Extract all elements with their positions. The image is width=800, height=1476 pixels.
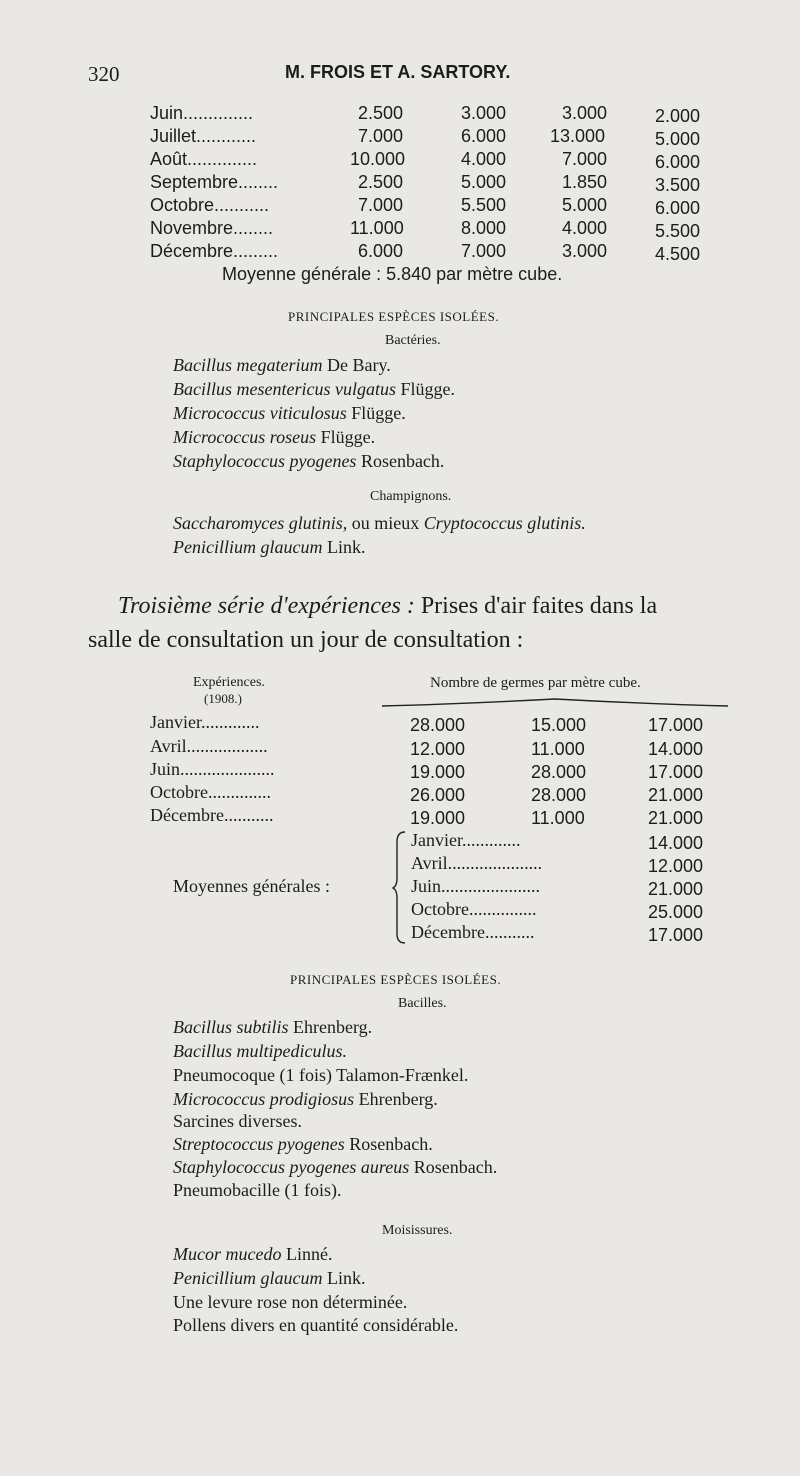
species-name: Penicillium glaucum [173, 537, 323, 557]
table1-cell: 3.000 [461, 103, 507, 123]
table2-cell: 19.000 [410, 762, 466, 782]
average-month: Janvier............. [411, 830, 521, 850]
table2-cell: 28.000 [531, 762, 587, 782]
table1-cell: 5.500 [461, 195, 507, 215]
species-name: Micrococcus roseus [173, 427, 317, 447]
species-line [173, 355, 391, 376]
species-line [173, 1017, 372, 1038]
species-line [173, 1111, 302, 1132]
table1-cell: 10.000 [350, 149, 406, 169]
table2-cell: 19.000 [410, 808, 466, 828]
species-name: Micrococcus viticulosus [173, 403, 347, 423]
brace [392, 830, 408, 945]
table1-cell: 1.850 [562, 172, 608, 192]
species-line [173, 1157, 497, 1178]
species-author: Rosenbach. [356, 451, 445, 471]
species-author: Ehrenberg. [354, 1089, 438, 1109]
species-name: Bacillus subtilis [173, 1017, 289, 1037]
species-author: Rosenbach. [344, 1134, 433, 1154]
average-month: Décembre........... [411, 922, 535, 942]
col-header-germs: Nombre de germes par mètre cube. [430, 675, 641, 691]
average-value: 25.000 [648, 902, 704, 922]
species-line [173, 427, 375, 448]
table2-row-month: Juin..................... [150, 759, 275, 779]
page-number: 320 [88, 62, 120, 86]
species-author: Sarcines diverses. [173, 1111, 302, 1131]
table1-cell: 6.000 [655, 198, 701, 218]
table2-cell: 28.000 [410, 715, 466, 735]
species-author: Pneumobacille (1 fois). [173, 1180, 342, 1200]
series-title-rest: Prises d'air faites dans la [414, 593, 658, 619]
table1-row-month: Décembre......... [150, 241, 279, 261]
species-line [173, 537, 365, 558]
table1-row-month: Septembre........ [150, 172, 279, 192]
averages-label: Moyennes générales : [173, 876, 330, 896]
species-line [173, 1315, 458, 1336]
species-line [173, 379, 455, 400]
table1-row-month: Août.............. [150, 149, 258, 169]
table1-average: Moyenne générale : 5.840 par mètre cube. [222, 264, 563, 284]
table2-cell: 21.000 [648, 785, 704, 805]
table1-row-month: Octobre........... [150, 195, 270, 215]
species-author: Flügge. [316, 427, 376, 447]
species-name: Mucor mucedo [173, 1244, 282, 1264]
species-author: Linné. [281, 1244, 333, 1264]
species-author: Ehrenberg. [288, 1017, 373, 1037]
table2-row-month: Janvier............. [150, 712, 260, 732]
subheading-bacilli: Bacilles. [398, 996, 447, 1011]
subheading-molds: Moisissures. [382, 1223, 453, 1238]
col-header-experiences: Expériences. [193, 675, 265, 690]
average-month: Avril..................... [411, 853, 543, 873]
table1-cell: 7.000 [461, 241, 507, 261]
table1-cell: 2.500 [358, 103, 404, 123]
series-title-italic: Troisième série d'expériences : [118, 593, 415, 619]
section-heading: PRINCIPALES ESPÈCES ISOLÉES. [288, 309, 500, 324]
species-name: Bacillus multipediculus. [173, 1041, 347, 1061]
subheading-bacteria: Bactéries. [385, 333, 441, 348]
col-header-year: (1908.) [204, 691, 242, 706]
table1-cell: 11.000 [350, 218, 404, 238]
species-author: Une levure rose non déterminée. [173, 1292, 408, 1312]
table2-cell: 28.000 [531, 785, 587, 805]
species-line [173, 1041, 347, 1062]
table2-cell: 15.000 [531, 715, 587, 735]
species-author: Pneumocoque (1 fois) Talamon-Frænkel. [173, 1065, 469, 1085]
table1-cell: 13.000 [550, 126, 606, 146]
table1-cell: 6.000 [655, 152, 701, 172]
species-name: Streptococcus pyogenes [173, 1134, 345, 1154]
table2-cell: 17.000 [648, 762, 704, 782]
subheading-fungi: Champignons. [370, 489, 452, 504]
species-line [173, 513, 586, 534]
species-line [173, 1134, 433, 1155]
average-value: 17.000 [648, 925, 704, 945]
table1-row-month: Juin.............. [150, 103, 254, 123]
table2-row-month: Avril.................. [150, 736, 268, 756]
species-line [173, 1180, 341, 1201]
species-name: Cryptococcus glutinis. [423, 513, 586, 533]
table2-cell: 14.000 [648, 739, 704, 759]
table1-cell: 3.500 [655, 175, 701, 195]
table1-cell: 4.000 [461, 149, 507, 169]
table2-cell: 11.000 [531, 739, 585, 759]
species-name: Staphylococcus pyogenes [173, 451, 357, 471]
table1-cell: 5.000 [655, 129, 701, 149]
table1-cell: 3.000 [562, 103, 608, 123]
table1-cell: 7.000 [562, 149, 608, 169]
species-name: Staphylococcus pyogenes aureus [173, 1157, 410, 1177]
section-heading: PRINCIPALES ESPÈCES ISOLÉES. [290, 972, 502, 987]
table1-row-month: Juillet............ [150, 126, 257, 146]
average-month: Juin...................... [411, 876, 541, 896]
species-line [173, 1089, 438, 1110]
table2-row-month: Décembre........... [150, 805, 274, 825]
species-author: Flügge. [346, 403, 406, 423]
average-month: Octobre............... [411, 899, 537, 919]
table1-cell: 6.000 [358, 241, 404, 261]
species-name: Bacillus mesentericus vulgatus [173, 379, 396, 399]
species-author: Link. [322, 1268, 366, 1288]
table1-cell: 5.000 [461, 172, 507, 192]
table1-cell: 2.000 [655, 106, 701, 126]
table1-cell: 6.000 [461, 126, 507, 146]
species-author: De Bary. [322, 355, 391, 375]
species-name: Penicillium glaucum [173, 1268, 323, 1288]
table2-cell: 12.000 [410, 739, 466, 759]
table1-cell: 8.000 [461, 218, 507, 238]
table1-cell: 5.000 [562, 195, 608, 215]
table2-cell: 21.000 [648, 808, 704, 828]
table1-cell: 5.500 [655, 221, 701, 241]
table1-cell: 7.000 [358, 126, 404, 146]
table1-cell: 3.000 [562, 241, 608, 261]
table1-cell: 4.500 [655, 244, 701, 264]
table2-row-month: Octobre.............. [150, 782, 271, 802]
species-connector: ou mieux [347, 513, 424, 533]
running-title: M. FROIS ET A. SARTORY. [285, 62, 511, 82]
species-author: Rosenbach. [409, 1157, 498, 1177]
header-rule [380, 696, 730, 710]
table2-cell: 17.000 [648, 715, 704, 735]
average-value: 14.000 [648, 833, 704, 853]
average-value: 12.000 [648, 856, 704, 876]
species-author: Flügge. [395, 379, 455, 399]
species-line [173, 1268, 365, 1289]
series-title [118, 593, 657, 620]
species-line [173, 1244, 332, 1265]
species-author: Link. [322, 537, 366, 557]
table2-cell: 11.000 [531, 808, 585, 828]
species-name: Micrococcus prodigiosus [173, 1089, 355, 1109]
species-name: Bacillus megaterium [173, 355, 323, 375]
species-name: Saccharomyces glutinis, [173, 513, 348, 533]
species-line [173, 403, 406, 424]
table1-cell: 4.000 [562, 218, 608, 238]
table1-cell: 2.500 [358, 172, 404, 192]
table2-cell: 26.000 [410, 785, 466, 805]
table1-cell: 7.000 [358, 195, 404, 215]
species-line [173, 1292, 407, 1313]
average-value: 21.000 [648, 879, 704, 899]
series-title-line2: salle de consultation un jour de consultation : [88, 627, 524, 653]
species-line [173, 451, 444, 472]
table1-row-month: Novembre........ [150, 218, 274, 238]
species-author: Pollens divers en quantité considérable. [173, 1315, 459, 1335]
species-line [173, 1065, 468, 1086]
